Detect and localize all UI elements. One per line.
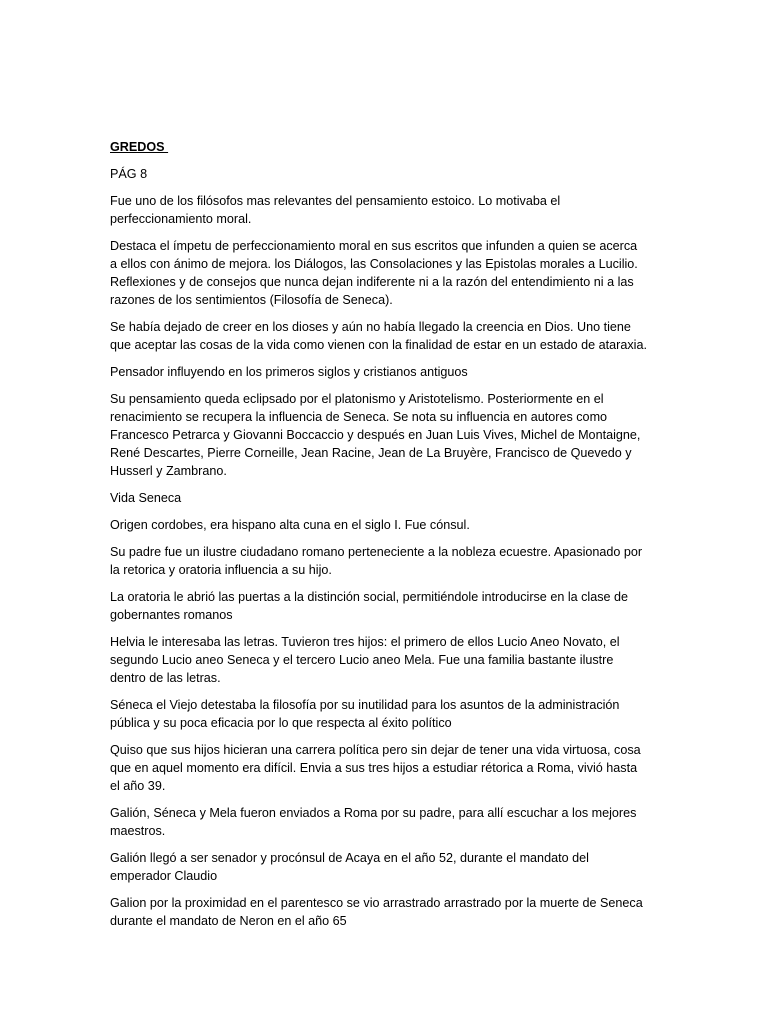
paragraph: Quiso que sus hijos hicieran una carrera política pero sin dejar de tener una vida virtuosa, cosa que en aquel momento era difícil. Envia a sus tres hijos a estudiar rétorica a Roma, vivió hasta el año 39. <box>110 743 641 793</box>
paragraph: Séneca el Viejo detestaba la filosofía por su inutilidad para los asuntos de la administración pública y su poca eficacia por lo que respecta al éxito político <box>110 698 620 730</box>
paragraph: Su padre fue un ilustre ciudadano romano perteneciente a la nobleza ecuestre. Apasionado por la retorica y oratoria influencia a su hijo. <box>110 545 643 577</box>
page-reference: PÁG 8 <box>110 167 148 181</box>
document-page <box>110 138 658 939</box>
paragraph: Destaca el ímpetu de perfeccionamiento moral en sus escritos que infunden a quien se acerca a ellos con ánimo de mejora. los Diálogos, las Consolaciones y las Epistolas morales a Lucilio. Reflexiones y de consejos que nunca dejan indiferente ni a la razón del entendimiento ni a las razones de los sentimientos (Filosofía de Seneca). <box>110 239 638 307</box>
paragraph: Se había dejado de creer en los dioses y aún no había llegado la creencia en Dios. Uno tiene que aceptar las cosas de la vida como vienen con la finalidad de estar en un estado de ataraxia. <box>110 320 647 352</box>
paragraph: Fue uno de los filósofos mas relevantes del pensamiento estoico. Lo motivaba el perfeccionamiento moral. <box>110 194 561 226</box>
paragraph: Pensador influyendo en los primeros siglos y cristianos antiguos <box>110 365 468 379</box>
paragraph: Su pensamiento queda eclipsado por el platonismo y Aristotelismo. Posteriormente en el renacimiento se recupera la influencia de Seneca. Se nota su influencia en autores como Francesco Petrarca y Giovanni Boccaccio y después en Juan Luis Vives, Michel de Montaigne, René Descartes, Pierre Corneille, Jean Racine, Jean de La Bruyère, Francisco de Quevedo y Husserl y Zambrano. <box>110 392 641 478</box>
paragraph: La oratoria le abrió las puertas a la distinción social, permitiéndole introducirse en la clase de gobernantes romanos <box>110 590 629 622</box>
paragraph: Galion por la proximidad en el parentesco se vio arrastrado arrastrado por la muerte de Seneca durante el mandato de Neron en el año 65 <box>110 896 643 928</box>
paragraph: Origen cordobes, era hispano alta cuna en el siglo I. Fue cónsul. <box>110 518 470 532</box>
section-title: Vida Seneca <box>110 491 182 505</box>
document-heading: GREDOS <box>110 140 169 154</box>
paragraph: Galión, Séneca y Mela fueron enviados a Roma por su padre, para allí escuchar a los mejores maestros. <box>110 806 637 838</box>
paragraph: Helvia le interesaba las letras. Tuvieron tres hijos: el primero de ellos Lucio Aneo Novato, el segundo Lucio aneo Seneca y el tercero Lucio aneo Mela. Fue una familia bastante ilustre dentro de las letras. <box>110 635 620 685</box>
paragraph: Galión llegó a ser senador y procónsul de Acaya en el año 52, durante el mandato del emperador Claudio <box>110 851 589 883</box>
